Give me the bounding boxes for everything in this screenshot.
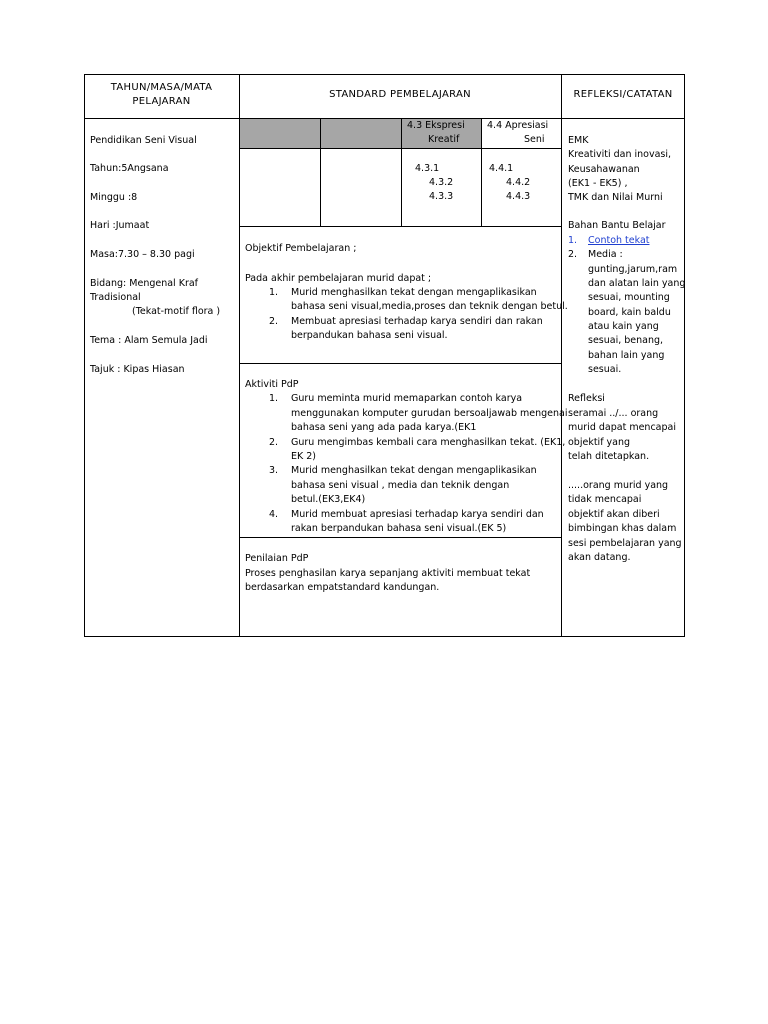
field-line3: (Tekat-motif flora ) (132, 306, 221, 317)
activity-item-1-num: 1. (269, 393, 279, 404)
bbb-item-2-line5: board, kain baldu (588, 307, 671, 318)
standard-4-3-1: 4.3.1 (415, 163, 440, 174)
bbb-item-2-line4: sesuai, mounting (588, 292, 670, 303)
column-divider-2 (561, 74, 562, 637)
activity-title: Aktiviti PdP (245, 379, 299, 390)
objective-item-2-line2: berpandukan bahasa seni visual. (291, 330, 448, 341)
objective-title: Objektif Pembelajaran ; (245, 243, 357, 254)
activity-item-1-line1: Guru meminta murid memaparkan contoh karya (291, 393, 523, 404)
standard-4-3-2: 4.3.2 (429, 177, 454, 188)
activity-item-3-num: 3. (269, 465, 279, 476)
activity-item-3-line3: betul.(EK3,EK4) (291, 494, 366, 505)
bbb-item-2-line3: dan alatan lain yang (588, 278, 686, 289)
standard-4-4-label-line2: Seni (524, 134, 545, 145)
field-line2: Tradisional (90, 292, 141, 303)
bbb-item-2-line7: sesuai, benang, (588, 335, 664, 346)
activity-item-2-line2: EK 2) (291, 451, 317, 462)
standards-header-divider (239, 148, 561, 149)
table-border-top (84, 74, 685, 75)
reflection2-line4: bimbingan khas dalam (568, 523, 677, 534)
bbb-title: Bahan Bantu Belajar (568, 220, 666, 231)
bbb-item-2-line6: atau kain yang (588, 321, 659, 332)
objective-intro: Pada akhir pembelajaran murid dapat ; (245, 273, 432, 284)
header-col3: REFLEKSI/CATATAN (573, 89, 673, 100)
bbb-item-2-line1: Media : (588, 249, 623, 260)
table-border-left (84, 74, 85, 637)
emk-line3: Keusahawanan (568, 164, 640, 175)
objective-item-2-line1: Membuat apresiasi terhadap karya sendiri dan rakan (291, 316, 543, 327)
activity-item-3-line2: bahasa seni visual , media dan teknik dengan (291, 480, 510, 491)
activity-item-2-num: 2. (269, 437, 279, 448)
reflection-line2: seramai ../... orang (568, 408, 659, 419)
week-text: Minggu :8 (90, 192, 138, 203)
subject-text: Pendidikan Seni Visual (90, 135, 197, 146)
day-text: Hari :Jumaat (90, 220, 150, 231)
objective-divider (239, 363, 561, 364)
activity-item-1-line3: bahasa seni yang ada pada karya.(EK1 (291, 422, 477, 433)
assessment-line2: berdasarkan empatstandard kandungan. (245, 582, 440, 593)
emk-line1: EMK (568, 135, 589, 146)
theme-text: Tema : Alam Semula Jadi (90, 335, 208, 346)
emk-line5: TMK dan Nilai Murni (568, 192, 663, 203)
standard-4-4-2: 4.4.2 (506, 177, 531, 188)
activity-item-1-line2: menggunakan komputer gurudan bersoaljawab mengenai (291, 408, 568, 419)
contoh-tekat-link[interactable]: Contoh tekat (588, 235, 650, 246)
standards-divider-1 (320, 118, 321, 226)
lesson-plan-table (84, 74, 685, 637)
bbb-item-1-num: 1. (568, 235, 578, 246)
standard-4-3-label: 4.3 Ekspresi (407, 120, 465, 131)
header-col1 (84, 81, 239, 109)
assessment-line1: Proses penghasilan karya sepanjang aktiviti membuat tekat (245, 568, 531, 579)
time-text: Masa:7.30 – 8.30 pagi (90, 249, 195, 260)
standard-4-3-label-line2: Kreatif (428, 134, 460, 145)
title-text: Tajuk : Kipas Hiasan (90, 364, 185, 375)
table-border-right (684, 74, 685, 637)
activity-item-4-line1: Murid membuat apresiasi terhadap karya sendiri dan (291, 509, 544, 520)
activity-item-4-num: 4. (269, 509, 279, 520)
activity-item-2-line1: Guru mengimbas kembali cara menghasilkan tekat. (EK1, (291, 437, 566, 448)
objective-item-2-num: 2. (269, 316, 279, 327)
reflection2-line3: objektif akan diberi (568, 509, 660, 520)
reflection-line4: objektif yang (568, 437, 631, 448)
field-line1: Bidang: Mengenal Kraf (90, 278, 199, 289)
header-col1-line1: TAHUN/MASA/MATA (110, 82, 213, 93)
column-divider-1 (239, 74, 240, 637)
reflection2-line6: akan datang. (568, 552, 631, 563)
reflection2-line1: .....orang murid yang (568, 480, 669, 491)
objective-item-1-line2: bahasa seni visual,media,proses dan teknik dengan betul. (291, 301, 568, 312)
bbb-item-2-line9: sesuai. (588, 364, 622, 375)
standard-4-4-label: 4.4 Apresiasi (487, 120, 549, 131)
activity-item-4-line2: rakan berpandukan bahasa seni visual.(EK 5) (291, 523, 507, 534)
reflection-line3: murid dapat mencapai (568, 422, 676, 433)
objective-item-1-num: 1. (269, 287, 279, 298)
header-col1-line2: PELAJARAN (132, 96, 191, 107)
reflection-line5: telah ditetapkan. (568, 451, 650, 462)
bbb-item-2-line8: bahan lain yang (588, 350, 665, 361)
emk-line4: (EK1 - EK5) , (568, 178, 628, 189)
table-border-bottom (84, 636, 685, 637)
standard-4-3-3: 4.3.3 (429, 191, 454, 202)
objective-item-1-line1: Murid menghasilkan tekat dengan mengaplikasikan (291, 287, 537, 298)
bbb-item-2-num: 2. (568, 249, 578, 260)
bbb-item-2-line2: gunting,jarum,ram (588, 264, 678, 275)
assessment-title: Penilaian PdP (245, 553, 309, 564)
standards-divider-3 (481, 118, 482, 226)
activity-item-3-line1: Murid menghasilkan tekat dengan mengaplikasikan (291, 465, 537, 476)
standards-bottom-divider (239, 226, 561, 227)
reflection2-line5: sesi pembelajaran yang (568, 538, 682, 549)
reflection-line1: Refleksi (568, 393, 605, 404)
standard-4-4-1: 4.4.1 (489, 163, 514, 174)
activity-divider (239, 537, 561, 538)
emk-line2: Kreativiti dan inovasi, (568, 149, 672, 160)
standards-divider-2 (401, 118, 402, 226)
standard-4-4-3: 4.4.3 (506, 191, 531, 202)
reflection2-line2: tidak mencapai (568, 494, 642, 505)
header-col2: STANDARD PEMBELAJARAN (329, 89, 471, 100)
year-text: Tahun:5Angsana (90, 163, 169, 174)
